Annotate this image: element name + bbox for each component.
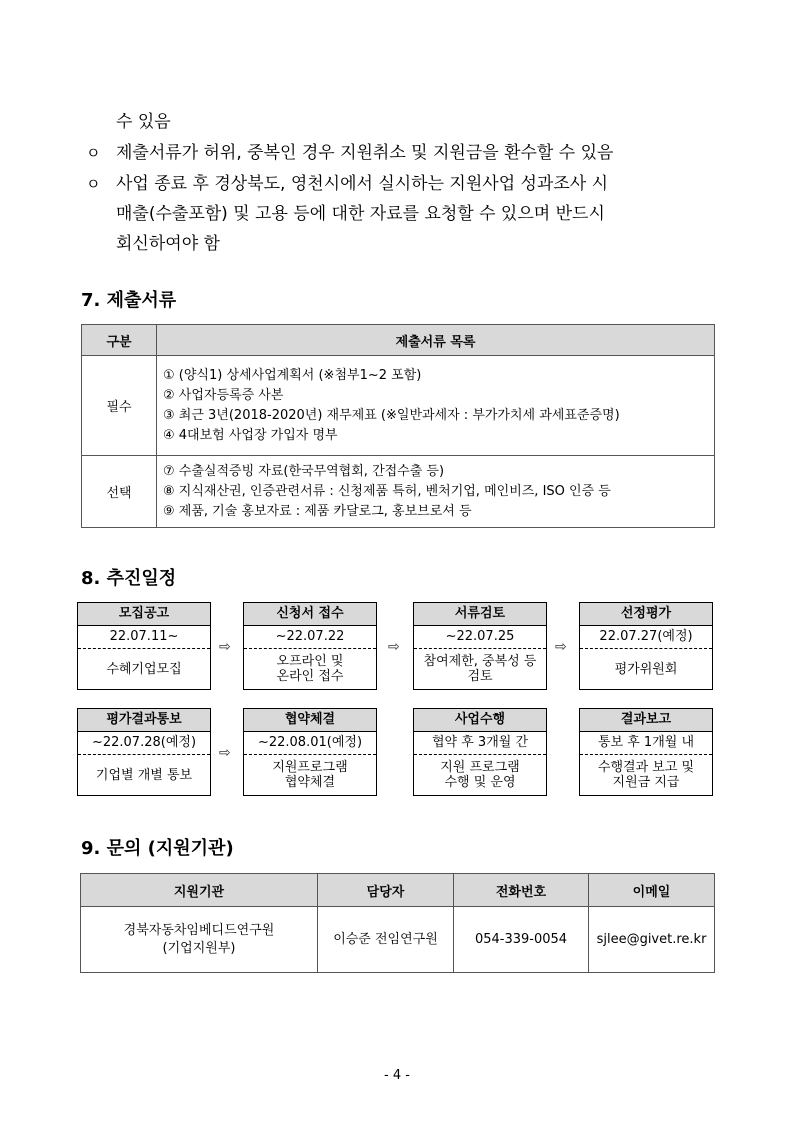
list-item: ② 사업자등록증 사본	[163, 387, 284, 403]
step-title: 모집공고	[78, 603, 210, 626]
step-title: 서류검토	[414, 603, 546, 626]
schedule-step	[77, 708, 211, 796]
schedule-step	[579, 708, 713, 796]
table-row	[81, 907, 715, 973]
step-desc-line: 기업별 개별 통보	[95, 767, 193, 783]
step-description	[580, 755, 712, 795]
column-header: 구분	[82, 325, 157, 356]
category-cell: 선택	[82, 456, 157, 528]
schedule-step	[243, 602, 377, 690]
step-description	[414, 755, 546, 795]
section-9-heading: 9. 문의 (지원기관)	[81, 838, 234, 859]
table-row	[82, 356, 715, 456]
table-header-row	[82, 325, 715, 356]
arrow-right-icon: ⇨	[555, 639, 567, 655]
list-item: ④ 4대보험 사업장 가입자 명부	[163, 427, 338, 443]
step-description	[580, 649, 712, 689]
intro-line-3: 사업 종료 후 경상북도, 영천시에서 실시하는 지원사업 성과조사 시	[116, 174, 609, 194]
section-7-heading: 7. 제출서류	[81, 290, 177, 311]
step-title: 신청서 접수	[244, 603, 376, 626]
intro-line-1: 수 있음	[116, 112, 171, 132]
step-date: 22.07.11~	[78, 626, 210, 649]
org-cell	[81, 907, 318, 973]
contact-person: 이승준 전임연구원	[318, 907, 454, 973]
list-item: ① (양식1) 상세사업계획서 (※첨부1~2 포함)	[163, 367, 422, 383]
column-header: 지원기관	[81, 874, 318, 907]
table-header-row	[81, 874, 715, 907]
list-item: ⑨ 제품, 기술 홍보자료 : 제품 카달로그, 홍보브로셔 등	[163, 503, 472, 519]
step-title: 사업수행	[414, 709, 546, 732]
bullet-marker: ㅇ	[86, 175, 101, 193]
required-documents-table	[81, 324, 715, 528]
schedule-step	[77, 602, 211, 690]
table-row	[82, 456, 715, 528]
step-title: 선정평가	[580, 603, 712, 626]
document-list	[157, 356, 715, 456]
phone-number: 054-339-0054	[454, 907, 589, 973]
step-title: 평가결과통보	[78, 709, 210, 732]
intro-line-4: 매출(수출포함) 및 고용 등에 대한 자료를 요청할 수 있으며 반드시	[116, 204, 605, 224]
step-desc-line: 협약체결	[284, 775, 336, 790]
step-desc-line: 지원 프로그램	[440, 760, 520, 775]
step-desc-line: 지원프로그램	[272, 760, 348, 775]
intro-line-5: 회신하여야 함	[116, 234, 220, 254]
section-8-heading: 8. 추진일정	[81, 568, 177, 589]
column-header: 전화번호	[454, 874, 589, 907]
step-date: 협약 후 3개월 간	[414, 732, 546, 755]
org-name: 경북자동차임베디드연구원	[123, 922, 275, 938]
step-description	[244, 755, 376, 795]
page-number: - 4 -	[384, 1068, 410, 1083]
step-desc-line: 수행 및 운영	[444, 775, 516, 790]
schedule-step	[413, 602, 547, 690]
category-cell: 필수	[82, 356, 157, 456]
document-list	[157, 456, 715, 528]
contact-table	[80, 873, 715, 973]
step-desc-line: 오프라인 및	[276, 654, 344, 669]
intro-line-2: 제출서류가 허위, 중복인 경우 지원취소 및 지원금을 환수할 수 있음	[116, 143, 614, 163]
step-date: ~22.07.22	[244, 626, 376, 649]
step-date: 통보 후 1개월 내	[580, 732, 712, 755]
list-item: ⑦ 수출실적증빙 자료(한국무역협회, 간접수출 등)	[163, 463, 445, 479]
step-title: 결과보고	[580, 709, 712, 732]
step-description	[244, 649, 376, 689]
step-desc-line: 평가위원회	[614, 661, 678, 677]
step-desc-line: 수혜기업모집	[106, 661, 182, 677]
step-date: 22.07.27(예정)	[580, 626, 712, 649]
step-title: 협약체결	[244, 709, 376, 732]
step-date: ~22.08.01(예정)	[244, 732, 376, 755]
step-description	[78, 755, 210, 795]
column-header: 제출서류 목록	[157, 325, 715, 356]
step-date: ~22.07.28(예정)	[78, 732, 210, 755]
step-description	[78, 649, 210, 689]
step-date: ~22.07.25	[414, 626, 546, 649]
step-desc-line: 검토	[467, 669, 493, 684]
step-desc-line: 지원금 지급	[612, 775, 680, 790]
step-desc-line: 온라인 접수	[276, 669, 344, 684]
arrow-right-icon: ⇨	[219, 639, 231, 655]
email-address: sjlee@givet.re.kr	[589, 907, 715, 973]
arrow-right-icon: ⇨	[388, 639, 400, 655]
schedule-step	[579, 602, 713, 690]
arrow-right-icon: ⇨	[219, 745, 231, 761]
schedule-step	[243, 708, 377, 796]
step-description	[414, 649, 546, 689]
list-item: ⑧ 지식재산권, 인증관련서류 : 신청제품 특허, 벤처기업, 메인비즈, ISO 인증 등	[163, 483, 611, 499]
bullet-marker: ㅇ	[86, 144, 101, 162]
column-header: 담당자	[318, 874, 454, 907]
column-header: 이메일	[589, 874, 715, 907]
org-department: (기업지원부)	[162, 940, 236, 956]
schedule-step	[413, 708, 547, 796]
step-desc-line: 참여제한, 중복성 등	[423, 654, 537, 669]
step-desc-line: 수행결과 보고 및	[597, 760, 695, 775]
list-item: ③ 최근 3년(2018-2020년) 재무제표 (※일반과세자 : 부가가치세 과세표준증명)	[163, 407, 620, 423]
